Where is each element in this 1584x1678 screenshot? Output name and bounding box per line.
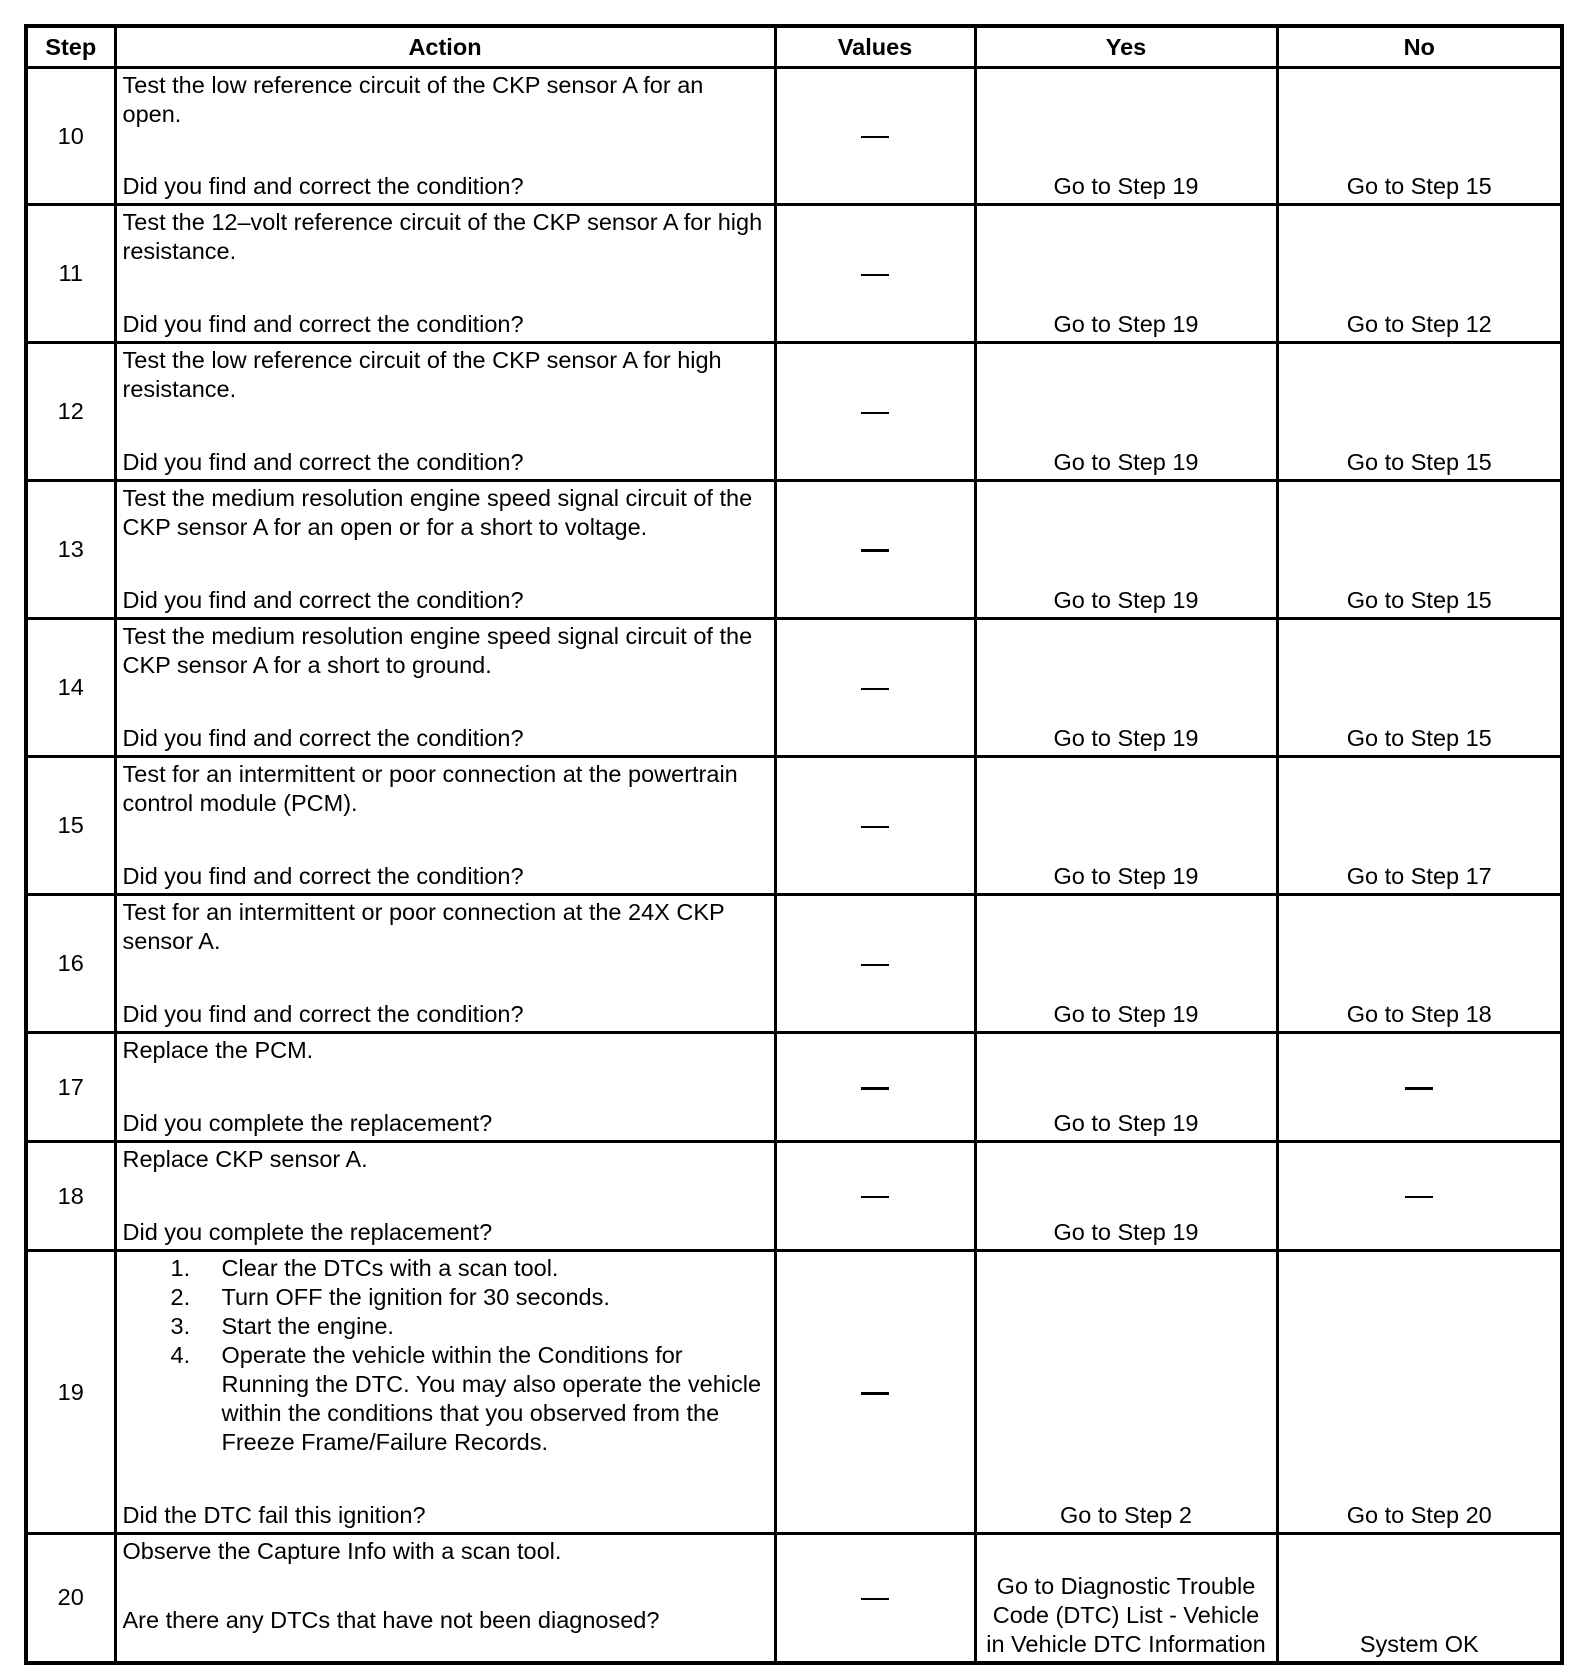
no-cell <box>1277 1033 1562 1142</box>
table-row <box>26 481 1562 619</box>
action-question: Did you find and correct the condition? <box>122 449 524 475</box>
no-dash <box>1405 1087 1433 1090</box>
values-cell <box>775 619 975 757</box>
value-dash <box>861 412 889 414</box>
action-text: Test the 12–volt reference circuit of the CKP sensor A for high resistance. <box>122 209 763 264</box>
yes-cell: Go to Step 19 <box>975 205 1277 343</box>
table-row <box>26 68 1562 205</box>
step-number: 12 <box>26 343 115 481</box>
step-number: 20 <box>26 1534 115 1663</box>
values-cell <box>775 205 975 343</box>
no-cell: Go to Step 20 <box>1277 1251 1562 1534</box>
action-cell <box>115 757 775 895</box>
action-text: Test the low reference circuit of the CKP sensor A for an open. <box>122 72 704 127</box>
header-values: Values <box>775 26 975 68</box>
action-question: Did you find and correct the condition? <box>122 173 524 199</box>
value-dash <box>861 964 889 966</box>
table-row <box>26 343 1562 481</box>
action-text: Test the medium resolution engine speed signal circuit of the CKP sensor A for a short to ground. <box>122 623 753 678</box>
procedure-list <box>123 1254 768 1457</box>
yes-cell: Go to Step 19 <box>975 68 1277 205</box>
step-number: 13 <box>26 481 115 619</box>
table-row <box>26 895 1562 1033</box>
action-cell <box>115 481 775 619</box>
no-cell: Go to Step 18 <box>1277 895 1562 1033</box>
values-cell <box>775 1251 975 1534</box>
values-cell <box>775 1534 975 1663</box>
no-cell: System OK <box>1277 1534 1562 1663</box>
header-action: Action <box>115 26 775 68</box>
action-text: Test for an intermittent or poor connection at the powertrain control module (PCM). <box>122 761 738 816</box>
yes-cell: Go to Step 2 <box>975 1251 1277 1534</box>
table-row <box>26 1033 1562 1142</box>
action-question: Did you find and correct the condition? <box>122 725 524 751</box>
yes-cell: Go to Diagnostic Trouble Code (DTC) List - Vehicle in Vehicle DTC Information <box>975 1534 1277 1663</box>
action-text: Test the low reference circuit of the CKP sensor A for high resistance. <box>122 347 722 402</box>
action-cell <box>115 205 775 343</box>
values-cell <box>775 1142 975 1251</box>
no-cell: Go to Step 12 <box>1277 205 1562 343</box>
table-row <box>26 1251 1562 1534</box>
action-question: Did you find and correct the condition? <box>122 863 524 889</box>
value-dash <box>861 1392 889 1395</box>
action-cell <box>115 1142 775 1251</box>
values-cell <box>775 895 975 1033</box>
action-cell <box>115 1033 775 1142</box>
step-number: 15 <box>26 757 115 895</box>
values-cell <box>775 68 975 205</box>
value-dash <box>861 826 889 828</box>
action-question: Did you find and correct the condition? <box>122 587 524 613</box>
values-cell <box>775 757 975 895</box>
step-number: 18 <box>26 1142 115 1251</box>
no-cell: Go to Step 15 <box>1277 68 1562 205</box>
no-cell: Go to Step 17 <box>1277 757 1562 895</box>
no-cell: Go to Step 15 <box>1277 619 1562 757</box>
step-number: 16 <box>26 895 115 1033</box>
action-question: Did you find and correct the condition? <box>122 1001 524 1027</box>
no-cell: Go to Step 15 <box>1277 343 1562 481</box>
yes-cell: Go to Step 19 <box>975 895 1277 1033</box>
action-text: Test the medium resolution engine speed signal circuit of the CKP sensor A for an open or for a short to voltage. <box>122 485 753 540</box>
step-number: 11 <box>26 205 115 343</box>
action-question: Did the DTC fail this ignition? <box>122 1502 426 1528</box>
table-row <box>26 619 1562 757</box>
action-question: Are there any DTCs that have not been diagnosed? <box>122 1606 660 1633</box>
action-text: Test for an intermittent or poor connection at the 24X CKP sensor A. <box>122 899 725 954</box>
yes-cell: Go to Step 19 <box>975 757 1277 895</box>
value-dash <box>861 1087 889 1090</box>
action-text: Replace the PCM. <box>122 1037 314 1063</box>
action-question: Did you complete the replacement? <box>122 1110 493 1136</box>
yes-cell: Go to Step 19 <box>975 1033 1277 1142</box>
action-question: Did you complete the replacement? <box>122 1219 493 1245</box>
action-cell <box>115 619 775 757</box>
list-item: Start the engine. <box>221 1313 394 1339</box>
step-number: 19 <box>26 1251 115 1534</box>
action-question: Did you find and correct the condition? <box>122 311 524 337</box>
yes-cell: Go to Step 19 <box>975 619 1277 757</box>
no-cell <box>1277 1142 1562 1251</box>
value-dash <box>861 274 889 276</box>
action-cell <box>115 343 775 481</box>
table-row <box>26 205 1562 343</box>
yes-cell: Go to Step 19 <box>975 481 1277 619</box>
yes-cell: Go to Step 19 <box>975 1142 1277 1251</box>
header-step: Step <box>26 26 115 68</box>
step-number: 14 <box>26 619 115 757</box>
values-cell <box>775 1033 975 1142</box>
list-item: Operate the vehicle within the Conditions for Running the DTC. You may also operate the vehicle within the conditions that you observed from the Freeze Frame/Failure Records. <box>221 1342 762 1455</box>
value-dash <box>861 1196 889 1198</box>
values-cell <box>775 481 975 619</box>
header-no: No <box>1277 26 1562 68</box>
value-dash <box>861 549 889 552</box>
action-text: Observe the Capture Info with a scan tool. <box>122 1538 562 1564</box>
header-yes: Yes <box>975 26 1277 68</box>
diagnostic-table <box>24 24 1564 1665</box>
values-cell <box>775 343 975 481</box>
action-cell <box>115 1534 775 1663</box>
value-dash <box>861 136 889 138</box>
list-item: Turn OFF the ignition for 30 seconds. <box>221 1284 610 1310</box>
table-row <box>26 757 1562 895</box>
yes-cell: Go to Step 19 <box>975 343 1277 481</box>
step-number: 17 <box>26 1033 115 1142</box>
step-number: 10 <box>26 68 115 205</box>
table-row <box>26 1142 1562 1251</box>
action-cell <box>115 895 775 1033</box>
table-row <box>26 1534 1562 1663</box>
value-dash <box>861 1598 889 1600</box>
no-cell: Go to Step 15 <box>1277 481 1562 619</box>
no-dash <box>1405 1196 1433 1198</box>
list-item: Clear the DTCs with a scan tool. <box>221 1255 559 1281</box>
action-cell <box>115 68 775 205</box>
value-dash <box>861 688 889 690</box>
action-text: Replace CKP sensor A. <box>122 1146 368 1172</box>
action-cell <box>115 1251 775 1534</box>
header-row <box>26 26 1562 68</box>
